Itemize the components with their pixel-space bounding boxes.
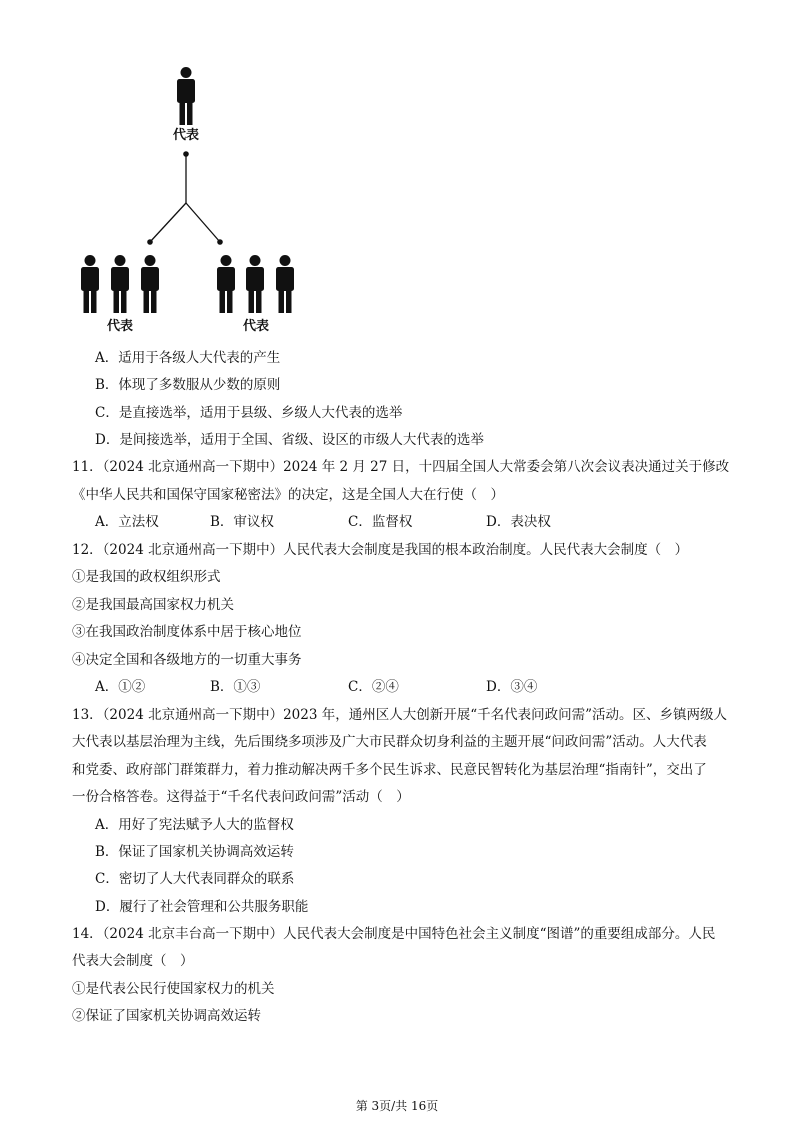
q10-option-c: C．是直接选举，适用于县级、乡级人大代表的选举 [95,405,403,421]
q12-statement-1: ①是我国的政权组织形式 [72,569,221,585]
q13-option-b: B．保证了国家机关协调高效运转 [95,844,294,860]
q13-option-d: D．履行了社会管理和公共服务职能 [95,899,309,915]
q12-option-c: C．②④ [348,679,399,695]
q12-statement-4: ④决定全国和各级地方的一切重大事务 [72,652,302,668]
node-dot [217,239,223,245]
q13-option-a: A．用好了宪法赋予人大的监督权 [95,817,294,833]
q14-stem-line: 代表大会制度（ ） [72,953,194,969]
q13-stem-line: 一份合格答卷。这得益于“千名代表问政问需”活动（ ） [72,789,410,805]
q10-option-a: A．适用于各级人大代表的产生 [95,350,281,366]
indirect-election-diagram [60,58,320,348]
q11-option-b: B．审议权 [210,514,274,530]
q12-option-b: B．①③ [210,679,261,695]
connector-line [150,203,186,242]
person-icon [111,255,129,313]
person-icon [246,255,264,313]
left-label: 代表 [106,319,134,334]
q11-option-a: A．立法权 [95,514,159,530]
person-icon [177,67,195,125]
q14-stem-line: 14．（2024 北京丰台高一下期中）人民代表大会制度是中国特色社会主义制度“图谱”的重要组成部分。人民 [72,926,716,942]
q13-stem-line: 大代表以基层治理为主线，先后围绕多项涉及广大市民群众切身利益的主题开展“问政问需”活动。人大代表 [72,734,707,750]
q12-statement-2: ②是我国最高国家权力机关 [72,597,234,613]
q11-option-d: D．表决权 [486,514,551,530]
q10-option-d: D．是间接选举，适用于全国、省级、设区的市级人大代表的选举 [95,432,484,448]
q11-stem-line: 11．（2024 北京通州高一下期中）2024 年 2 月 27 日，十四届全国人大常委会第八次会议表决通过关于修改 [72,459,730,475]
q14-statement-1: ①是代表公民行使国家权力的机关 [72,981,275,997]
top-label: 代表 [172,128,200,143]
q12-option-d: D．③④ [486,679,538,695]
q14-statement-2: ②保证了国家机关协调高效运转 [72,1008,261,1024]
person-icon [276,255,294,313]
q11-option-c: C．监督权 [348,514,413,530]
right-label: 代表 [242,319,270,334]
q12-option-a: A．①② [95,679,146,695]
q12-stem-line: 12．（2024 北京通州高一下期中）人民代表大会制度是我国的根本政治制度。人民代表大会制度（ ） [72,542,689,558]
q13-stem-line: 和党委、政府部门群策群力，着力推动解决两千多个民生诉求、民意民智转化为基层治理“指南针”，交出了 [72,762,707,778]
q13-stem-line: 13．（2024 北京通州高一下期中）2023 年，通州区人大创新开展“千名代表问政问需”活动。区、乡镇两级人 [72,707,728,723]
person-icon [81,255,99,313]
q11-stem-line: 《中华人民共和国保守国家秘密法》的决定，这是全国人大在行使（ ） [72,487,504,503]
q13-option-c: C．密切了人大代表同群众的联系 [95,871,295,887]
q12-statement-3: ③在我国政治制度体系中居于核心地位 [72,624,302,640]
person-icon [141,255,159,313]
page-footer: 第 3页/共 16页 [355,1099,439,1113]
person-icon [217,255,235,313]
connector-line [186,203,220,242]
node-dot [147,239,153,245]
q10-option-b: B．体现了多数服从少数的原则 [95,377,281,393]
